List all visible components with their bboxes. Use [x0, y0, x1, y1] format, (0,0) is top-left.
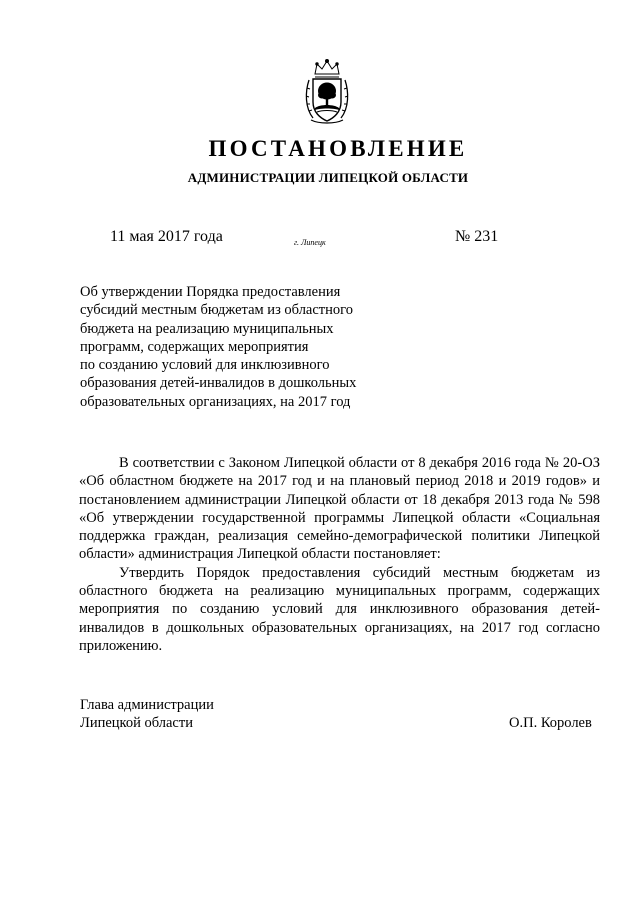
subject-line: бюджета на реализацию муниципальных [80, 320, 334, 337]
subject-line: субсидий местным бюджетам из областного [80, 302, 353, 319]
lipetsk-oblast-coat-of-arms-icon [303, 58, 351, 126]
document-date: 11 мая 2017 года [110, 228, 223, 245]
signatory-position-line: Глава администрации [80, 697, 214, 713]
subject-line: образования детей-инвалидов в дошкольных [80, 375, 357, 392]
document-number: № 231 [455, 228, 499, 245]
body-paragraph-resolution: Утвердить Порядок предоставления субсидий местным бюджетам из областного бюджета на реализацию муниципальных программ, содержащих мероприятия по созданию условий для инклюзивного образования детей-инвалидов в дошкольных образовательных организациях, на 2017 год согласно приложению. [79, 564, 600, 654]
signatory-position [80, 696, 214, 733]
subject-line: образовательных организациях, на 2017 год [80, 393, 351, 410]
document-subtitle: АДМИНИСТРАЦИИ ЛИПЕЦКОЙ ОБЛАСТИ [187, 170, 469, 185]
signatory-name: О.П. Королев [509, 715, 592, 731]
subject-line: программ, содержащих мероприятия [80, 338, 309, 355]
body-paragraph-preamble: В соответствии с Законом Липецкой области от 8 декабря 2016 года № 20-ОЗ «Об областном бюджете на 2017 год и на плановый период 2018 и 2019 годов» и постановлением администрации Липецкой области от 18 декабря 2013 года № 598 «Об утверждении государственной программы Липецкой области «Социальная поддержка граждан, реализация семейно-демографической политики Липецкой области» администрация Липецкой области постановляет: [79, 455, 600, 563]
document-city: г. Липецк [294, 238, 326, 247]
signatory-position-line: Липецкой области [80, 715, 193, 732]
document-title: ПОСТАНОВЛЕНИЕ [208, 136, 468, 161]
document-body [79, 454, 600, 655]
document-subject [80, 283, 380, 411]
subject-line: по созданию условий для инклюзивного [80, 357, 330, 374]
subject-line: Об утверждении Порядка предоставления [80, 284, 341, 300]
